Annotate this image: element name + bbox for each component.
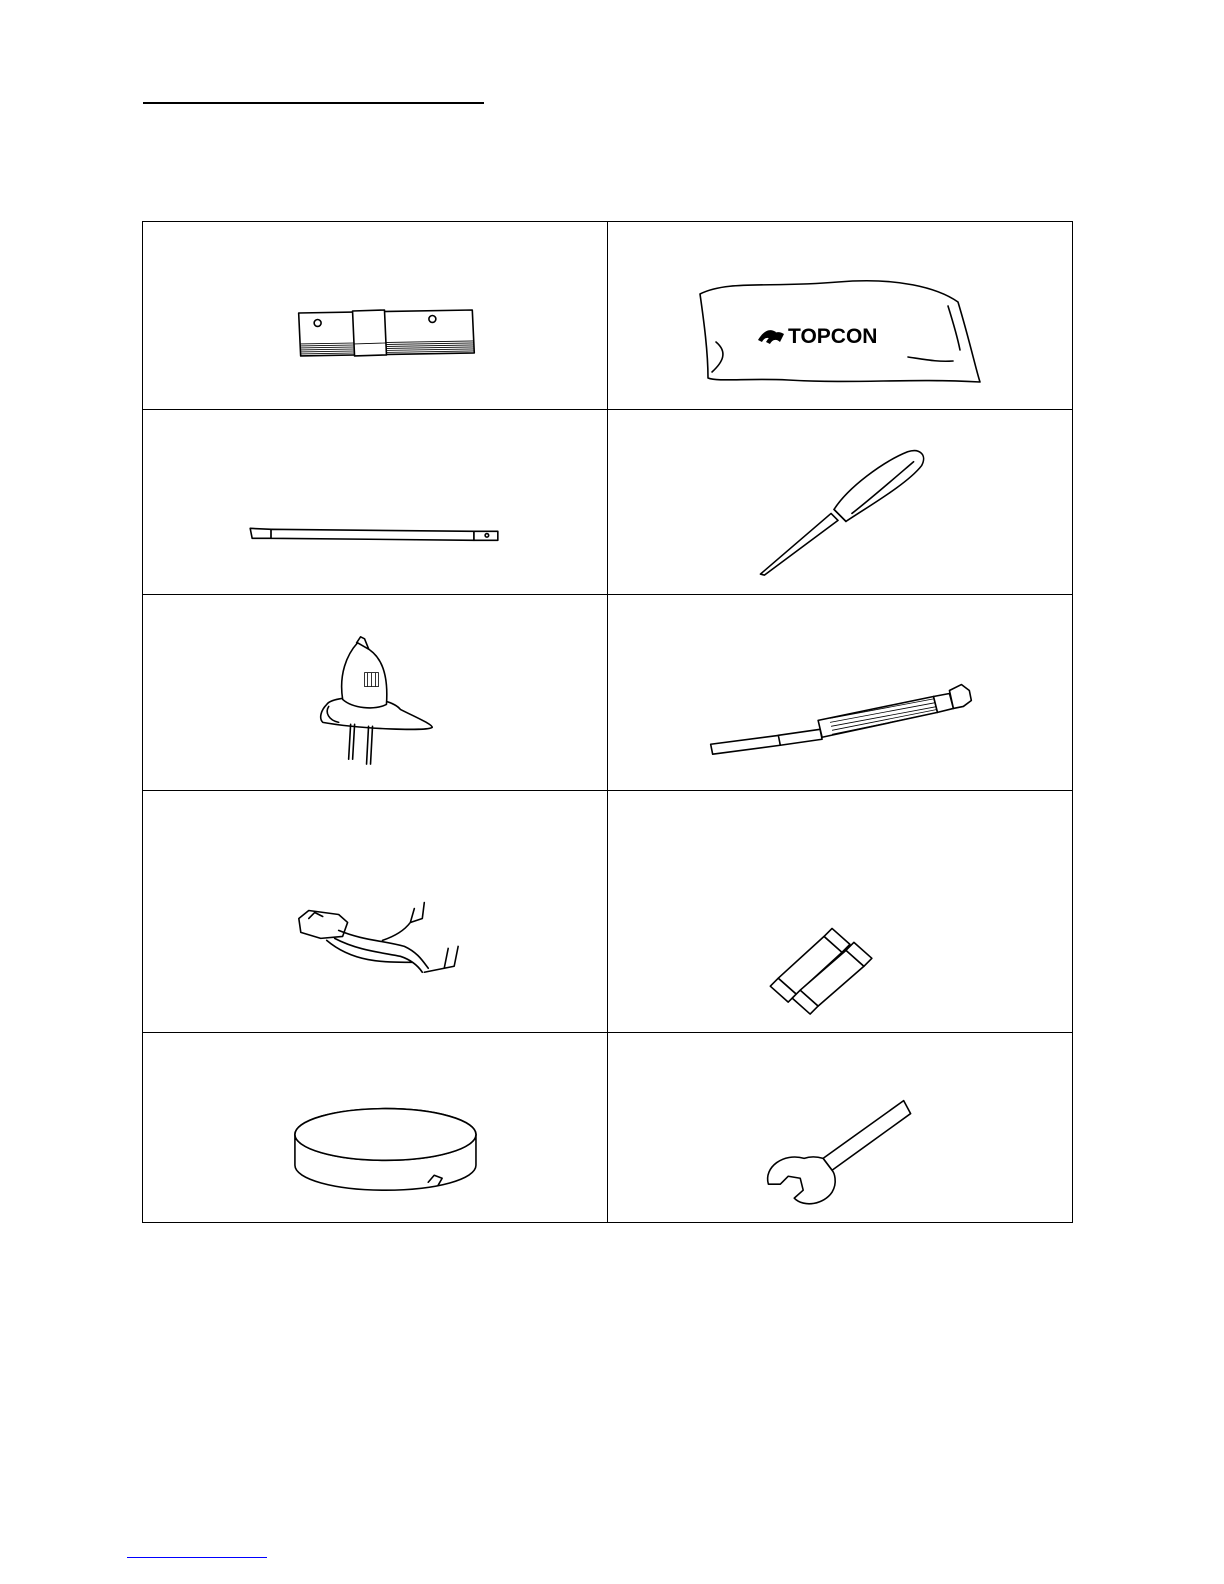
- table-cell: [143, 222, 608, 409]
- table-cell: [143, 791, 608, 1032]
- table-cell: [608, 791, 1072, 1032]
- table-cell: [608, 222, 1072, 409]
- table-row: [143, 222, 1072, 409]
- table-cell: [143, 1033, 608, 1222]
- table-cell: [608, 1033, 1072, 1222]
- fuses-icon: [608, 791, 1072, 1032]
- footer-link-underline: [127, 1557, 267, 1558]
- chinrest-paper-icon: [143, 222, 607, 409]
- table-cell: [608, 410, 1072, 594]
- halogen-lamp-icon: [143, 595, 607, 790]
- spanner-wrench-icon: [608, 1033, 1072, 1222]
- table-cell: [143, 410, 608, 594]
- lens-cap-icon: [143, 1033, 607, 1222]
- precision-screwdriver-icon: [608, 595, 1072, 790]
- table-row: [143, 594, 1072, 790]
- table-cell: [143, 595, 608, 790]
- heading-underline: [143, 102, 484, 104]
- awl-screwdriver-icon: [608, 410, 1072, 594]
- svg-text:TOPCON: TOPCON: [788, 325, 878, 348]
- dust-cover-icon: [608, 222, 1072, 409]
- accessories-table: [142, 221, 1073, 1223]
- lamp-socket-cable-icon: [143, 791, 607, 1032]
- table-cell: [608, 595, 1072, 790]
- table-row: [143, 1032, 1072, 1222]
- rod-icon: [143, 410, 607, 594]
- table-row: [143, 409, 1072, 594]
- table-row: [143, 790, 1072, 1032]
